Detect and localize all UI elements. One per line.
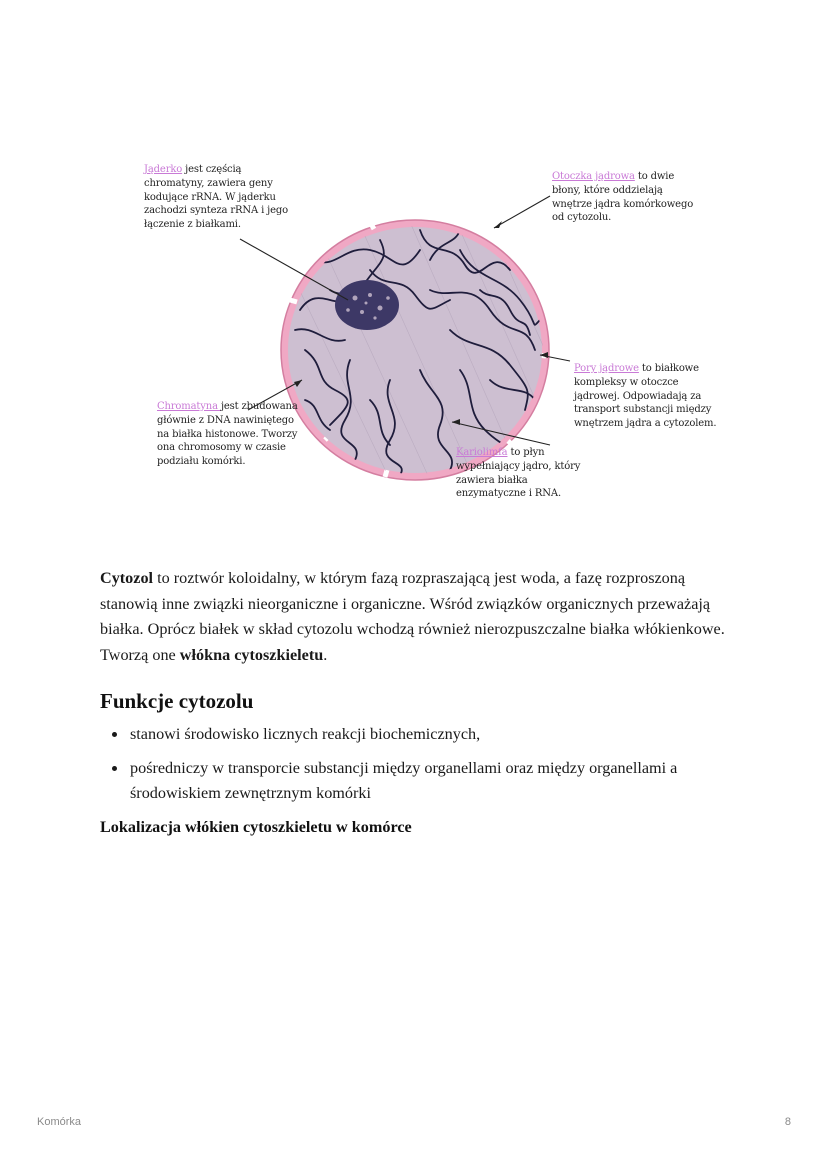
page-content xyxy=(100,566,740,839)
term-karyolymph-link[interactable]: Kariolimfa xyxy=(456,447,508,458)
callout-karyolymph: Kariolimfa to płyn wypełniający jądro, który zawiera białka enzymatyczne i RNA. xyxy=(456,447,581,500)
footer-document-title: Komórka xyxy=(37,1116,82,1128)
term-chromatin-link[interactable]: Chromatyna xyxy=(157,401,221,412)
callout-nuclear-pores: Pory jądrowe to białkowe kompleksy w otoczce jądrowej. Odpowiadają za transport substancji między wnętrzem jądra a cytozolem. xyxy=(574,363,717,430)
callout-chromatin: Chromatyna jest zbudowana głównie z DNA nawiniętego na białka histonowe. Tworzy ona chromosomy w czasie podziału komórki. xyxy=(157,401,298,468)
term-nuclear-envelope-link[interactable]: Otoczka jądrowa xyxy=(552,171,635,182)
nucleolus xyxy=(335,280,399,330)
bullet-icon xyxy=(112,732,117,737)
cytosol-paragraph: Cytozol to roztwór koloidalny, w którym fazą rozpraszającą jest woda, a fazę rozproszoną stanowią inne związki nieorganiczne i organiczne. Wśród związków organicznych przeważają białka. Oprócz białek w skład cytozolu wchodzą również nierozpuszczalne białka włókienkowe. Tworzą one włókna cytoszkieletu. xyxy=(100,569,725,664)
callout-nucleolus: Jąderko jest częścią chromatyny, zawiera geny kodujące rRNA. W jąderku zachodzi synteza rRNA i jego łączenie z białkami. xyxy=(144,164,288,231)
subheading-cytoskeleton-location: Lokalizacja włókien cytoszkieletu w komórce xyxy=(100,818,412,836)
page-footer xyxy=(37,1116,791,1128)
list-item: pośredniczy w transporcie substancji między organellami oraz między organellami a środowiskiem zewnętrznym komórki xyxy=(130,756,740,806)
section-heading-cytosol-functions: Funkcje cytozolu xyxy=(100,689,254,713)
list-item: stanowi środowisko licznych reakcji biochemicznych, xyxy=(130,722,740,747)
bullet-icon xyxy=(112,766,117,771)
term-nucleolus-link[interactable]: Jąderko xyxy=(144,164,183,175)
term-nuclear-pores-link[interactable]: Pory jądrowe xyxy=(574,363,639,374)
callout-nuclear-envelope: Otoczka jądrowa to dwie błony, które oddzielają wnętrze jądra komórkowego od cytozolu. xyxy=(552,171,694,224)
nucleus-figure xyxy=(130,150,730,520)
footer-page-number: 8 xyxy=(784,1116,791,1128)
cytosol-functions-list xyxy=(100,722,740,806)
